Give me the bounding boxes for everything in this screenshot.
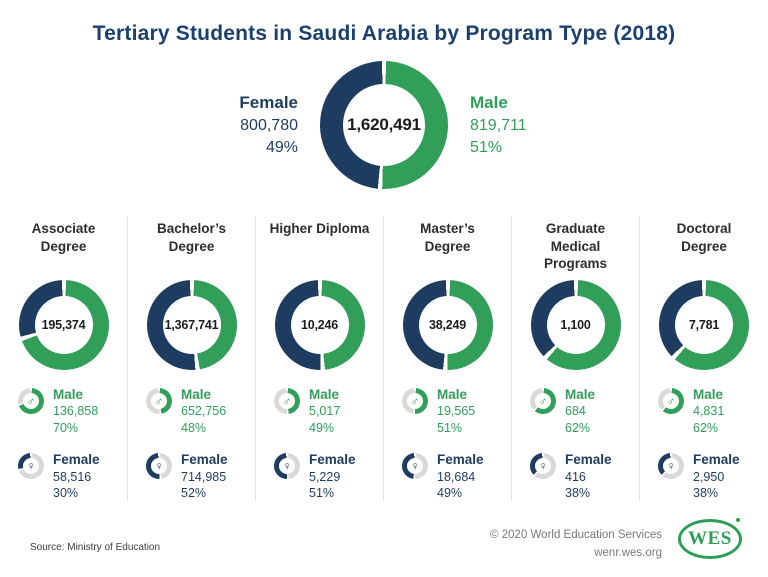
male-stat-text	[437, 386, 475, 436]
female-value: 18,684	[437, 469, 476, 484]
female-mini-donut-icon	[274, 453, 300, 479]
male-mini-hole	[663, 393, 679, 409]
female-mini-donut-icon	[530, 453, 556, 479]
program-total: 1,367,741	[164, 317, 219, 332]
male-pct: 48%	[181, 420, 207, 435]
male-stat-text	[693, 386, 724, 436]
female-label: Female	[693, 451, 740, 467]
female-symbol-icon: ♀	[154, 458, 164, 473]
male-stat-row	[512, 386, 639, 436]
female-stat-row	[640, 451, 768, 501]
program-column	[256, 216, 384, 501]
program-donut-hole	[547, 296, 605, 354]
female-label: Female	[181, 451, 228, 467]
female-label: Female	[437, 451, 484, 467]
wes-logo	[678, 519, 742, 559]
wes-logo-text: WES	[688, 528, 732, 549]
female-stat-row	[256, 451, 383, 501]
male-mini-hole	[151, 393, 167, 409]
female-mini-donut-icon	[146, 453, 172, 479]
male-label: Male	[565, 386, 596, 402]
female-label: Female	[309, 451, 356, 467]
male-pct: 49%	[309, 420, 335, 435]
female-stat-row	[512, 451, 639, 501]
overview-section	[0, 56, 768, 194]
male-stat-text	[309, 386, 340, 436]
female-mini-hole	[151, 458, 167, 474]
program-total: 7,781	[688, 317, 720, 332]
female-pct: 52%	[181, 485, 207, 500]
program-donut-chart	[659, 280, 749, 370]
female-mini-donut-icon	[658, 453, 684, 479]
program-donut-hole	[163, 296, 221, 354]
male-stat-text	[565, 386, 595, 436]
program-total: 1,100	[560, 317, 591, 332]
male-stat-row	[384, 386, 511, 436]
female-symbol-icon: ♀	[26, 458, 36, 473]
program-donut-chart	[531, 280, 621, 370]
male-symbol-icon: ♂	[410, 393, 420, 408]
male-label: Male	[309, 386, 340, 402]
female-label: Female	[565, 451, 612, 467]
male-stat-row	[256, 386, 383, 436]
female-mini-hole	[23, 458, 39, 474]
male-mini-donut-icon	[18, 388, 44, 414]
overview-male-pct: 51%	[470, 138, 503, 156]
male-symbol-icon: ♂	[538, 393, 548, 408]
female-stat-text	[53, 451, 100, 501]
female-symbol-icon: ♀	[282, 458, 292, 473]
program-donut-chart	[19, 280, 109, 370]
female-symbol-icon: ♀	[538, 458, 548, 473]
program-donut-hole	[291, 296, 349, 354]
overview-female-pct: 49%	[265, 138, 298, 156]
male-pct: 62%	[693, 420, 719, 435]
female-pct: 38%	[565, 485, 591, 500]
female-mini-hole	[535, 458, 551, 474]
male-mini-donut-icon	[274, 388, 300, 414]
male-mini-donut-icon	[658, 388, 684, 414]
program-column	[640, 216, 768, 501]
male-pct: 62%	[565, 420, 591, 435]
female-stat-text	[693, 451, 740, 501]
female-mini-donut-icon	[18, 453, 44, 479]
male-mini-donut-icon	[146, 388, 172, 414]
overview-female-stats	[186, 91, 298, 159]
male-value: 684	[565, 404, 586, 419]
female-stat-row	[384, 451, 511, 501]
male-label: Male	[53, 386, 84, 402]
male-stat-text	[181, 386, 226, 436]
male-value: 136,858	[53, 404, 99, 419]
female-stat-row	[0, 451, 127, 501]
program-title: Doctoral Degree	[676, 221, 732, 254]
website-url: wenr.wes.org	[594, 546, 662, 559]
program-total: 195,374	[41, 317, 86, 332]
female-pct: 38%	[693, 485, 719, 500]
female-value: 5,229	[309, 469, 341, 484]
program-donut-chart	[147, 280, 237, 370]
female-mini-hole	[407, 458, 423, 474]
program-donut-chart	[403, 280, 493, 370]
male-symbol-icon: ♂	[666, 393, 676, 408]
male-value: 652,756	[181, 404, 227, 419]
program-title: Bachelor’s Degree	[156, 221, 227, 254]
program-donut-hole	[35, 296, 93, 354]
programs-row	[0, 216, 768, 501]
program-column	[0, 216, 128, 501]
source-note: Source: Ministry of Education	[30, 542, 161, 553]
male-symbol-icon: ♂	[26, 393, 36, 408]
program-column	[384, 216, 512, 501]
male-mini-donut-icon	[402, 388, 428, 414]
program-total: 10,246	[300, 317, 339, 332]
overview-male-label: Male	[470, 93, 508, 113]
copyright-text: © 2020 World Education Services	[490, 529, 662, 541]
female-mini-hole	[279, 458, 295, 474]
program-donut-hole	[419, 296, 477, 354]
overview-female-value: 800,780	[240, 116, 298, 134]
female-pct: 51%	[309, 485, 335, 500]
program-column	[512, 216, 640, 501]
overview-female-label: Female	[239, 93, 298, 113]
female-pct: 30%	[53, 485, 79, 500]
male-symbol-icon: ♂	[282, 393, 292, 408]
male-stat-text	[53, 386, 98, 436]
female-pct: 49%	[437, 485, 463, 500]
overview-donut-chart	[320, 61, 448, 189]
male-mini-hole	[535, 393, 551, 409]
program-donut-chart	[275, 280, 365, 370]
female-value: 2,950	[693, 469, 725, 484]
male-value: 4,831	[693, 404, 725, 419]
program-donut-hole	[675, 296, 733, 354]
male-label: Male	[181, 386, 212, 402]
program-column	[128, 216, 256, 501]
page-title: Tertiary Students in Saudi Arabia by Program Type (2018)	[92, 22, 676, 45]
male-pct: 51%	[437, 420, 463, 435]
male-stat-row	[0, 386, 127, 436]
male-mini-hole	[407, 393, 423, 409]
male-stat-row	[128, 386, 255, 436]
male-value: 19,565	[437, 404, 476, 419]
female-value: 58,516	[53, 469, 92, 484]
female-stat-text	[309, 451, 356, 501]
female-stat-text	[565, 451, 612, 501]
overview-total: 1,620,491	[347, 115, 421, 134]
program-title: Graduate Medical Programs	[543, 221, 608, 272]
overview-male-value: 819,711	[470, 116, 527, 134]
program-title: Master’s Degree	[420, 221, 475, 254]
male-label: Male	[437, 386, 468, 402]
male-symbol-icon: ♂	[154, 393, 164, 408]
overview-male-stats	[470, 91, 582, 159]
program-title: Associate Degree	[31, 221, 96, 254]
female-stat-text	[181, 451, 228, 501]
male-mini-hole	[23, 393, 39, 409]
male-value: 5,017	[309, 404, 341, 419]
female-label: Female	[53, 451, 100, 467]
female-value: 416	[565, 469, 586, 484]
male-mini-hole	[279, 393, 295, 409]
male-stat-row	[640, 386, 768, 436]
female-symbol-icon: ♀	[666, 458, 676, 473]
female-symbol-icon: ♀	[410, 458, 420, 473]
program-title: Higher Diploma	[269, 221, 370, 236]
female-stat-row	[128, 451, 255, 501]
copyright-block	[490, 527, 662, 563]
male-label: Male	[693, 386, 724, 402]
male-pct: 70%	[53, 420, 79, 435]
male-mini-donut-icon	[530, 388, 556, 414]
program-total: 38,249	[428, 317, 467, 332]
female-value: 714,985	[181, 469, 227, 484]
female-mini-donut-icon	[402, 453, 428, 479]
overview-donut-hole	[343, 84, 425, 166]
female-stat-text	[437, 451, 484, 501]
female-mini-hole	[663, 458, 679, 474]
